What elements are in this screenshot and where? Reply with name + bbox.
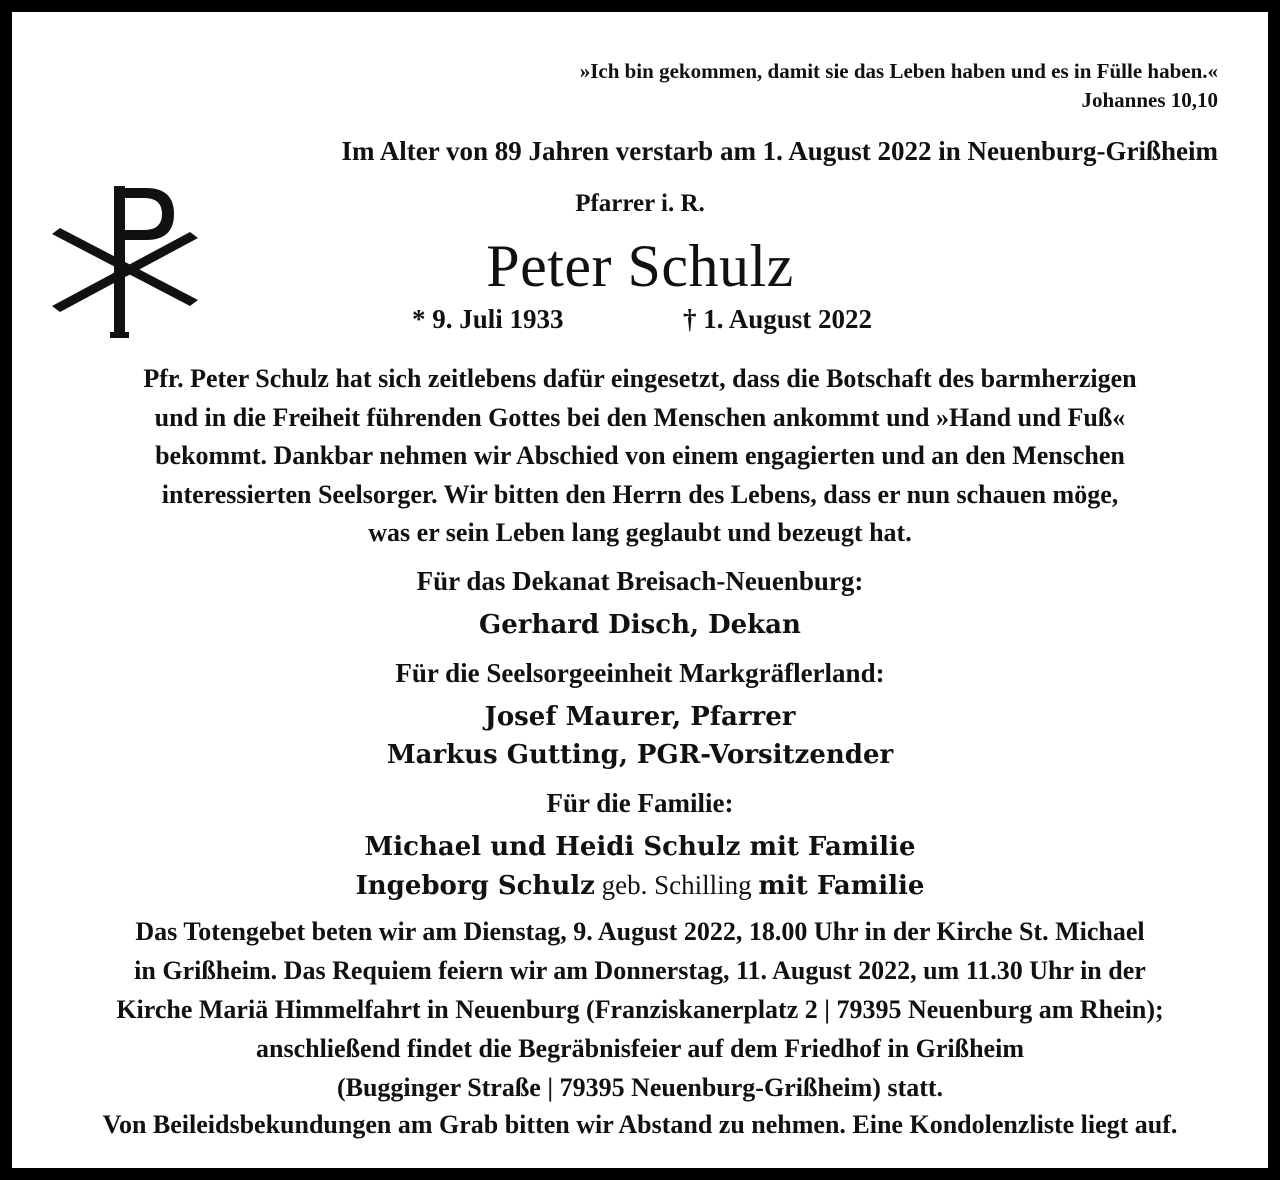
condolence-note: Von Beileidsbekundungen am Grab bitten wir Abstand zu nehmen. Eine Kondolenzliste liegt auf. bbox=[102, 1110, 1178, 1139]
family-signatory: Michael und Heidi Schulz mit Familie bbox=[364, 832, 916, 862]
service-line: in Grißheim. Das Requiem feiern wir am Donnerstag, 11. August 2022, um 11.30 Uhr in der bbox=[134, 956, 1146, 985]
service-line: Das Totengebet beten wir am Dienstag, 9. August 2022, 18.00 Uhr in der Kirche St. Michael bbox=[135, 917, 1145, 946]
dekanat-label: Für das Dekanat Breisach-Neuenburg: bbox=[416, 566, 864, 596]
service-line: anschließend findet die Begräbnisfeier auf dem Friedhof in Grißheim bbox=[256, 1034, 1024, 1063]
tribute-line: was er sein Leben lang geglaubt und bezeugt hat. bbox=[368, 518, 912, 547]
seelsorge-signatory: Josef Maurer, Pfarrer bbox=[484, 702, 796, 732]
bible-quote: »Ich bin gekommen, damit sie das Leben haben und es in Fülle haben.« bbox=[579, 59, 1218, 83]
family-signatory bbox=[12, 866, 1268, 905]
deceased-name: Peter Schulz bbox=[486, 233, 794, 299]
birth-date: * 9. Juli 1933 bbox=[412, 304, 564, 334]
family-signatory-maiden: geb. Schilling bbox=[594, 870, 759, 900]
service-line: (Bugginger Straße | 79395 Neuenburg-Grißheim) statt. bbox=[336, 1073, 944, 1102]
seelsorge-label: Für die Seelsorgeeinheit Markgräflerland: bbox=[395, 658, 885, 688]
tribute-line: bekommt. Dankbar nehmen wir Abschied von einem engagierten und an den Menschen bbox=[155, 441, 1125, 470]
tribute-line: und in die Freiheit führenden Gottes bei den Menschen ankommt und »Hand und Fuß« bbox=[154, 402, 1126, 432]
dekanat-signatory: Gerhard Disch, Dekan bbox=[479, 610, 801, 640]
life-dates bbox=[412, 304, 872, 335]
tribute-line: Pfr. Peter Schulz hat sich zeitlebens dafür eingesetzt, dass die Botschaft des barmherzigen bbox=[143, 364, 1137, 393]
family-signatory-suffix: mit Familie bbox=[758, 871, 925, 901]
family-signatory-name: Ingeborg Schulz bbox=[355, 871, 595, 901]
bible-reference: Johannes 10,10 bbox=[1081, 88, 1218, 112]
seelsorge-signatory: Markus Gutting, PGR-Vorsitzender bbox=[386, 740, 894, 770]
death-announcement: Im Alter von 89 Jahren verstarb am 1. August 2022 in Neuenburg-Grißheim bbox=[341, 136, 1218, 166]
obituary-notice bbox=[12, 12, 1268, 1168]
service-details bbox=[42, 912, 1238, 1107]
tribute-line: interessierten Seelsorger. Wir bitten den Herrn des Lebens, dass er nun schauen möge, bbox=[161, 479, 1119, 509]
family-label: Für die Familie: bbox=[546, 788, 734, 818]
service-line: Kirche Mariä Himmelfahrt in Neuenburg (Franziskanerplatz 2 | 79395 Neuenburg am Rhein); bbox=[116, 995, 1164, 1024]
tribute-text bbox=[62, 360, 1218, 553]
deceased-title: Pfarrer i. R. bbox=[575, 190, 705, 217]
death-date: † 1. August 2022 bbox=[682, 304, 872, 334]
